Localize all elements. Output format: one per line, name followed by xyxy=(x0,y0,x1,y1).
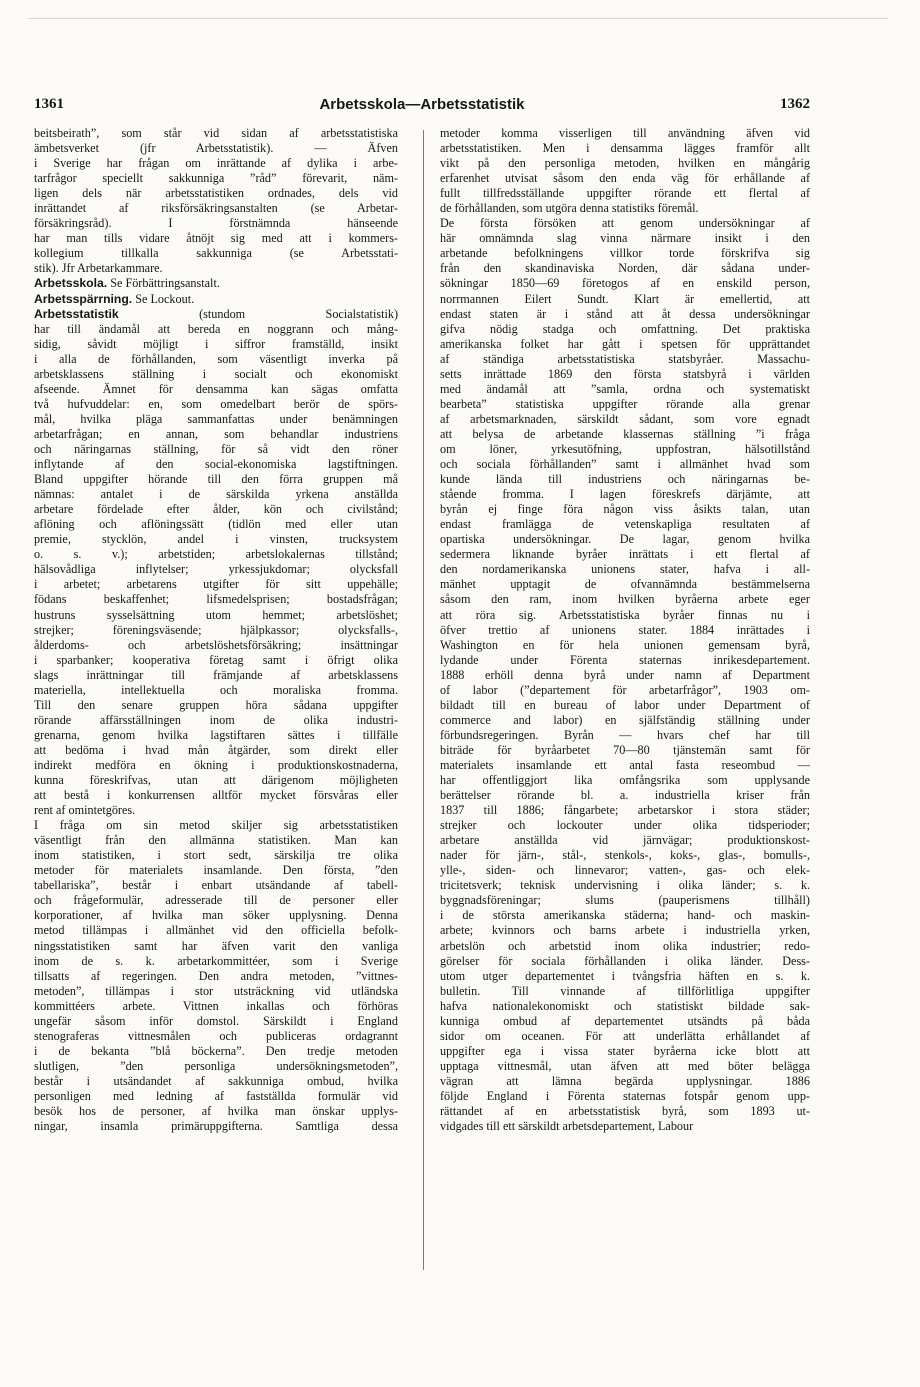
text-line: stående fromma. I lagen föreskrefs därjämte, att xyxy=(440,487,810,502)
text-line: Arbetsspärrning. Se Lockout. xyxy=(34,291,195,306)
text-line: norrmannen Eilert Sundt. Klart är emellertid, att xyxy=(440,291,810,306)
text-line: bildadt till en bureau of labor under Department of xyxy=(440,697,810,712)
text-line: görelser för sociala förhållanden i olika länder. Dess- xyxy=(440,953,810,968)
text-line: ningar, insamla primäruppgifterna. Samtliga dessa xyxy=(34,1119,398,1134)
text-line: med ändamål att ”samla, ordna och systematiskt xyxy=(440,381,810,396)
text-line: I fråga om sin metod skiljer sig arbetsstatistiken xyxy=(34,818,398,833)
text-line: strejker och lockouter under olika tidsperioder; xyxy=(440,818,810,833)
column-divider xyxy=(423,130,424,1270)
text-line: 1837 till 1886; fångarbete; arbetarskor i stora städer; xyxy=(440,803,810,818)
text-line: endast staten är i stånd att åt dessa undersökningar xyxy=(440,306,810,321)
text-line: de förhållanden, som utgöra denna statistiks föremål. xyxy=(440,201,699,216)
text-line: slutligen, ”den personliga undersökningsmetoden”, xyxy=(34,1058,398,1073)
text-line: har man tills vidare åtnöjt sig med att i kommers- xyxy=(34,231,398,246)
text-line: Washington en för hela unionen gemensam byrå, xyxy=(440,637,810,652)
text-line: slags inrättningar till främjande af arbetsklassens xyxy=(34,667,398,682)
page-header xyxy=(34,96,810,120)
text-line: ålderdoms- och arbetslöshetsförsäkring; insättningar xyxy=(34,637,398,652)
text-line: sökningar 1850—69 företogos af en enskild person, xyxy=(440,276,810,291)
text-line: i Sverige har frågan om inrättande af dylika i arbe- xyxy=(34,156,398,171)
text-line: och frågeformulär, adresserade till de personer eller xyxy=(34,893,398,908)
text-line: nämnas: antalet i de särskilda yrkena anställda xyxy=(34,487,398,502)
text-line: rent af omintetgöres. xyxy=(34,803,136,818)
text-line: erfarenhet utvisat såsom den enda väg för erhållande af xyxy=(440,171,810,186)
text-line: att röra sig. Arbetsstatistiska byråer finnas nu i xyxy=(440,607,810,622)
text-line: sedermera liknande byråer inrättats i ett flertal af xyxy=(440,547,810,562)
text-line: rättandet af en arbetsstatistisk byrå, som 1893 ut- xyxy=(440,1104,810,1119)
text-line: berättelser rörande bl. a. industriella kriser från xyxy=(440,788,810,803)
scan-edge-line xyxy=(28,18,888,19)
text-line: korporationer, af hvilka man söker upplysning. Denna xyxy=(34,908,398,923)
text-line: tricitetsverk; teknisk undervisning i olika länder; s. k. xyxy=(440,878,810,893)
text-line: strejker; föreningsväsende; hjälpkassor; olycksfalls-, xyxy=(34,622,398,637)
text-line: ningsstatistiken samt har äfven varit den vanliga xyxy=(34,938,398,953)
text-line: i sparbanker; kooperativa företag samt i öfrigt olika xyxy=(34,652,398,667)
text-line: och sociala förhållanden” samt i allmänhet hvad som xyxy=(440,457,810,472)
text-line: inom statistiken, i stort sedt, särskilja tre olika xyxy=(34,848,398,863)
text-line: sidor om oceanen. För att underlätta erhållandet af xyxy=(440,1028,810,1043)
text-line: inflytande af den social-ekonomiska lagstiftningen. xyxy=(34,457,398,472)
text-line: mål, hvilka pläga sammanfattas under benämningen xyxy=(34,411,398,426)
text-line: arbete; kvinnors och barns arbete i industriella yrken, xyxy=(440,923,810,938)
text-line: grenarna, genom hvilka lagstiftaren sättes i tillfälle xyxy=(34,727,398,742)
text-line: Arbetsskola. Se Förbättringsanstalt. xyxy=(34,276,220,291)
text-line: arbetare anställda vid järnvägar; produktionskost- xyxy=(440,833,810,848)
left-text-column xyxy=(34,126,398,1134)
text-line: 1888 erhöll denna byrå under namn af Department xyxy=(440,667,810,682)
text-line: Arbetsstatistik (stundom Socialstatistik) xyxy=(34,306,398,321)
text-line: sidig, såvidt möjligt i siffror framställd, insikt xyxy=(34,336,398,351)
text-line: o. s. v.); arbetstiden; arbetslokalernas tillstånd; xyxy=(34,547,398,562)
text-line: metoden”, tillämpas i stor utsträckning vid utländska xyxy=(34,983,398,998)
text-line: arbetsklassens ställning i socialt och ekonomiskt xyxy=(34,366,398,381)
text-line: byggnadsföreningar; slums (pauperismens tillhåll) xyxy=(440,893,810,908)
text-line: af ständiga arbetsstatistiska statsbyråer. Massachu- xyxy=(440,351,810,366)
text-line: kunniga ombud af departementet utsändts på båda xyxy=(440,1013,810,1028)
text-line: premie, stycklön, andel i vinsten, trucksystem xyxy=(34,532,398,547)
running-title: Arbetsskola—Arbetsstatistik xyxy=(319,96,525,113)
text-line: och näringarnas ställning, för så vidt den röner xyxy=(34,441,398,456)
text-line: ligen dels när arbetsstatistiken ordnades, dels vid xyxy=(34,186,398,201)
text-line: De första försöken att genom undersökningar af xyxy=(440,216,810,231)
text-line: arbetarfrågan; en annan, som behandlar industriens xyxy=(34,426,398,441)
text-line: rörande affärsställningen inom de olika industri- xyxy=(34,712,398,727)
text-line: arbetslön och arbetstid inom olika industrier; redo- xyxy=(440,938,810,953)
text-line: hustruns sysselsättning utom hemmet; arbetslöshet; xyxy=(34,607,398,622)
text-line: bearbeta” statistiska uppgifter rörande alla grenar xyxy=(440,396,810,411)
text-line: indirekt medföra en ökning i produktionskostnaderna, xyxy=(34,757,398,772)
text-line: i de största amerikanska städerna; hand- och maskin- xyxy=(440,908,810,923)
text-line: såsom den ram, inom hvilken byråerna arbete eger xyxy=(440,592,810,607)
text-line: fullt tillfredsställande uppgifter rörande ett flertal af xyxy=(440,186,810,201)
text-line: den nordamerikanska unionens stater, hafva i all- xyxy=(440,562,810,577)
text-line: ylle-, siden- och linnevaror; vatten-, gas- och elek- xyxy=(440,863,810,878)
text-line: inom de s. k. arbetarkommittéer, som i Sverige xyxy=(34,953,398,968)
text-line: upptaga vittnesmål, utan äfven att med böter belägga xyxy=(440,1058,810,1073)
text-line: att bestå i konkurrensen alltför mycket försvåras eller xyxy=(34,788,398,803)
text-line: personligen med ledning af fastställda formulär vid xyxy=(34,1089,398,1103)
text-line: om löner, yrkesutöfning, uppfostran, hälsotillstånd xyxy=(440,441,810,456)
text-line: metoder komma visserligen till användning äfven vid xyxy=(440,126,810,140)
right-text-column xyxy=(440,126,810,1134)
text-line: besök hos de personer, af hvilka man önskar upplys- xyxy=(34,1104,398,1119)
left-page-number: 1361 xyxy=(34,96,64,112)
text-line: nader för järn-, stål-, stenkols-, koks-, glas-, bomulls-, xyxy=(440,848,810,863)
text-line: uppgifter ega i vissa stater byråerna icke blott att xyxy=(440,1043,810,1058)
text-line: aflöning och aflöningssätt (tidlön med eller utan xyxy=(34,517,398,532)
text-line: i arbetet; arbetarens utgifter för sitt uppehälle; xyxy=(34,577,398,592)
text-line: väsentligt från den allmänna statistiken. Man kan xyxy=(34,833,398,848)
text-line: kommittéers arbete. Vittnen inkallas och förhöras xyxy=(34,998,398,1013)
text-line: består i utsändandet af sakkunniga ombud, hvilka xyxy=(34,1073,398,1088)
text-line: att belysa de arbetande klassernas ställning ”i fråga xyxy=(440,426,810,441)
text-line: of labor (”departement för arbetarfrågor”, 1903 om- xyxy=(440,682,810,697)
text-line: följde England i Förenta staternas fotspår genom upp- xyxy=(440,1089,810,1103)
text-line: metoder för materialets insamlande. Den första, ”den xyxy=(34,863,398,878)
text-line: att bedöma i hvad mån åtgärder, som direkt eller xyxy=(34,742,398,757)
text-line: inrättandet af riksförsäkringsanstalten (se Arbetar- xyxy=(34,201,398,216)
text-line: kunna föreskrifvas, utan att därigenom möjligheten xyxy=(34,773,398,788)
text-line: arbetare fördelade efter ålder, kön och civilstånd; xyxy=(34,502,398,517)
text-line: vikt på den personliga metoden, hvilken en mångårig xyxy=(440,156,810,171)
text-line: materialets insamlande ett antal fasta reseombud — xyxy=(440,757,810,772)
text-line: mänhet upptagit de ofvannämnda bestämmelserna xyxy=(440,577,810,592)
text-line: har offentliggjort lika omfångsrika som upplysande xyxy=(440,773,810,788)
text-line: hafva nationalekonomiskt och statistiskt bildade sak- xyxy=(440,998,810,1013)
text-line: utom utger departementet i tvångsfria häften en s. k. xyxy=(440,968,810,983)
text-line: försäkringsråd). I förstnämnda hänseende xyxy=(34,216,398,231)
text-line: arbetande befolkningens villkor torde förskrifva sig xyxy=(440,246,810,261)
text-line: ungefär såsom inför domstol. Särskildt i England xyxy=(34,1013,398,1028)
text-line: gifva nödig stadga och omfattning. Det praktiska xyxy=(440,321,810,336)
text-line: byrån ej finge föra någon viss åsikts talan, utan xyxy=(440,502,810,517)
text-line: opartiska undersökningar. De lagar, genom hvilka xyxy=(440,532,810,547)
text-line: commerce and labor) en själfständig ställning under xyxy=(440,712,810,727)
text-line: Bland uppgifter hörande till den förra gruppen må xyxy=(34,472,398,487)
text-line: lydande under Förenta staternas inrikesdepartement. xyxy=(440,652,810,667)
text-line: i alla de förhållanden, som väsentligt inverka på xyxy=(34,351,398,366)
text-line: Till den senare gruppen höra sådana uppgifter xyxy=(34,697,398,712)
text-line: ämbetsverket (jfr Arbetsstatistik). — Äfven xyxy=(34,141,398,156)
right-page-number: 1362 xyxy=(780,96,810,112)
text-line: kollegium tillkalla sakkunniga (se Arbetsstati- xyxy=(34,246,398,261)
text-line: setts inrättade 1869 den första statsbyrå i världen xyxy=(440,366,810,381)
text-line: tillsatts af regeringen. Den andra metoden, ”vittnes- xyxy=(34,968,398,983)
text-line: födans beskaffenhet; lifsmedelsprisen; bostadsfrågan; xyxy=(34,592,398,607)
text-line: biträde för byråarbetet 70—80 tjänstemän samt för xyxy=(440,742,810,757)
text-line: metod tillämpas i allmänhet vid den officiella befolk- xyxy=(34,923,398,938)
text-line: bulletin. Till vinnande af tillförlitliga uppgifter xyxy=(440,983,810,998)
text-line: två hufvuddelar: en, som omedelbart berör de spörs- xyxy=(34,396,398,411)
text-line: vägran att lämna begärda upplysningar. 1886 xyxy=(440,1073,810,1088)
text-line: i de bekanta ”blå böckerna”. Den tredje metoden xyxy=(34,1043,398,1058)
text-line: har till ändamål att bereda en noggrann och mång- xyxy=(34,321,398,336)
text-line: tarfrågor speciellt sakkunniga ”råd” förevarit, näm- xyxy=(34,171,398,186)
text-line: här omnämnda slag vinna närmare insikt i den xyxy=(440,231,810,246)
text-line: kunde lända till industriens och näringarnas be- xyxy=(440,472,810,487)
text-line: tabellariska”, består i enbart utsändande af tabell- xyxy=(34,878,398,893)
text-line: af arbetsmarknaden, särskildt sådant, som vore egnadt xyxy=(440,411,810,426)
text-line: afseende. Ämnet för densamma kan sägas omfatta xyxy=(34,381,398,396)
text-line: arbetsstatistiken. Men i densamma lägges framför allt xyxy=(440,141,810,156)
text-line: stik). Jfr Arbetarkammare. xyxy=(34,261,163,276)
text-line: materiella, intellektuella och moraliska fromma. xyxy=(34,682,398,697)
text-line: hälsovådliga inflytelser; yrkessjukdomar; olycksfall xyxy=(34,562,398,577)
text-line: endast framlägga de vetenskapliga resultaten af xyxy=(440,517,810,532)
text-line: beitsbeirath”, som står vid sidan af arbetsstatistiska xyxy=(34,126,398,140)
text-line: förbundsregeringen. Byrån — hvars chef har till xyxy=(440,727,810,742)
text-line: vidgades till ett särskildt arbetsdepartement, Labour xyxy=(440,1119,694,1134)
text-line: öfver trettio af unionens stater. 1884 inrättades i xyxy=(440,622,810,637)
text-line: från den skandinaviska Norden, där sådana under- xyxy=(440,261,810,276)
text-line: amerikanska folket har gått i spetsen för upprättandet xyxy=(440,336,810,351)
text-line: stenograferas vittnesmålen och publiceras ordagrannt xyxy=(34,1028,398,1043)
